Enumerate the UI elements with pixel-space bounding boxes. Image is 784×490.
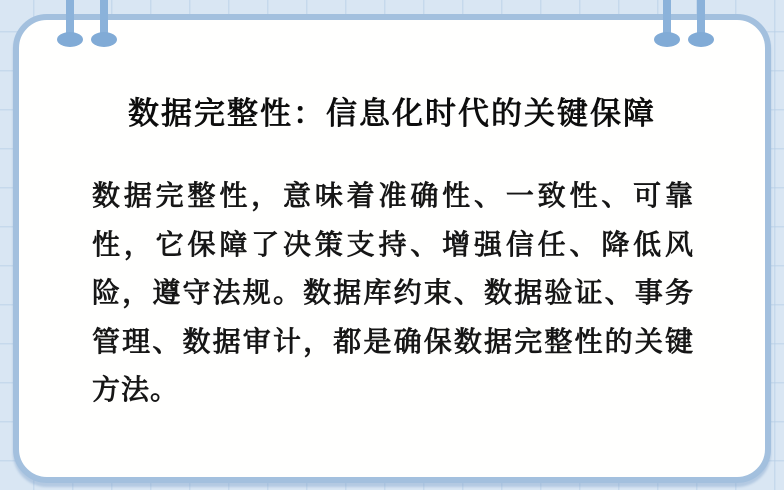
body-line: 性，它保障了决策支持、增强信任、降低风 bbox=[92, 228, 694, 260]
body-line: 数据完整性，意味着准确性、一致性、可靠 bbox=[92, 180, 694, 211]
note-card bbox=[13, 14, 771, 483]
pushpin-icon bbox=[57, 0, 83, 48]
pushpin-head bbox=[91, 32, 117, 47]
card-body bbox=[92, 172, 694, 415]
pushpin-icon bbox=[91, 0, 117, 48]
body-line: 方法。 bbox=[92, 374, 180, 405]
pushpin-head bbox=[654, 32, 680, 47]
body-line: 管理、数据审计，都是确保数据完整性的关键 bbox=[92, 325, 694, 357]
pushpin-icon bbox=[654, 0, 680, 48]
pushpin-head bbox=[688, 32, 714, 47]
card-title: 数据完整性：信息化时代的关键保障 bbox=[128, 96, 656, 131]
pushpin-icon bbox=[688, 0, 714, 48]
body-line: 险，遵守法规。数据库约束、数据验证、事务 bbox=[92, 277, 694, 308]
pushpin-head bbox=[57, 32, 83, 47]
